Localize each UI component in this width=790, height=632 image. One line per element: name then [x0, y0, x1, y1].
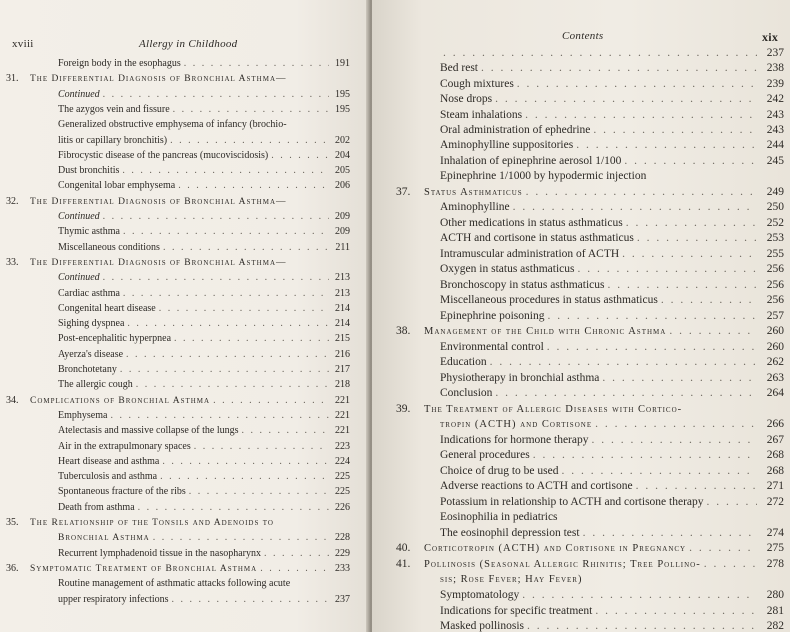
- toc-entry-label: The azygos vein and fissure: [58, 103, 170, 115]
- dot-leader: [517, 77, 757, 91]
- page-number: 211: [335, 241, 350, 253]
- dot-leader: [103, 211, 329, 223]
- dot-leader: [126, 349, 329, 361]
- toc-entry: [440, 92, 784, 106]
- chapter-title: The Differential Diagnosis of Bronchial Asthma—: [30, 257, 287, 268]
- toc-entry-label: Post-encephalitic hyperpnea: [58, 333, 172, 345]
- page-number: 267: [766, 433, 784, 446]
- toc-entry: [440, 262, 784, 276]
- dot-leader: [602, 371, 757, 385]
- toc-entry: [58, 486, 350, 498]
- toc-entry-label: Thymic asthma: [58, 226, 120, 238]
- toc-entry: [440, 588, 784, 602]
- page-number: 215: [335, 333, 350, 345]
- toc-entry-label: Bronchial Asthma: [58, 533, 150, 544]
- toc-entry: [58, 410, 350, 422]
- chapter-title: The Treatment of Allergic Diseases with Cortico-: [424, 403, 683, 415]
- toc-entry: [440, 340, 784, 354]
- page-number: 244: [766, 139, 784, 152]
- toc-entry: [440, 619, 784, 632]
- page-number: 282: [766, 620, 784, 632]
- dot-leader: [637, 231, 757, 245]
- toc-entry-label: Ayerza's disease: [58, 348, 124, 360]
- dot-leader: [242, 425, 329, 437]
- dot-leader: [174, 333, 329, 345]
- page-number: 223: [335, 440, 350, 452]
- chapter-number: 38.: [396, 325, 411, 337]
- toc-entry: [440, 231, 784, 245]
- page-number: 205: [335, 165, 350, 177]
- dot-leader: [194, 441, 329, 453]
- page-number: 237: [766, 47, 784, 59]
- toc-entry: [440, 46, 784, 60]
- toc-entry-label: Physiotherapy in bronchial asthma: [440, 371, 600, 384]
- left-page: [0, 0, 370, 632]
- toc-entry: [58, 288, 350, 300]
- dot-leader: [527, 619, 757, 632]
- dot-leader: [138, 502, 329, 514]
- toc-entry: [440, 200, 784, 214]
- dot-leader: [103, 89, 329, 101]
- toc-entry-label: Tuberculosis and asthma: [58, 471, 158, 483]
- toc-entry-label: Heart disease and asthma: [58, 455, 160, 467]
- chapter-number: 33.: [6, 256, 19, 268]
- toc-entry: [58, 471, 350, 483]
- page-number: 204: [335, 149, 350, 161]
- dot-leader: [576, 138, 757, 152]
- dot-leader: [595, 417, 757, 431]
- toc-entry: [58, 548, 350, 560]
- toc-entry: [58, 135, 350, 147]
- dot-leader: [583, 526, 757, 540]
- toc-entry: [440, 123, 784, 137]
- dot-leader: [526, 185, 757, 199]
- dot-leader: [264, 548, 329, 560]
- dot-leader: [103, 272, 329, 284]
- toc-entry: [58, 594, 350, 606]
- toc-entry: [396, 402, 784, 417]
- chapter-number: 37.: [396, 185, 411, 198]
- toc-entry-label: Conclusion: [440, 387, 493, 399]
- page-number: 260: [766, 340, 784, 353]
- dot-leader: [189, 486, 329, 498]
- page-number: 268: [766, 464, 784, 477]
- chapter-title: The Differential Diagnosis of Bronchial Asthma—: [30, 196, 287, 207]
- page-number: 218: [335, 379, 350, 391]
- toc-entry-label: Bed rest: [440, 62, 479, 75]
- page-number: 262: [766, 356, 784, 368]
- page-number: 264: [766, 387, 784, 399]
- chapter-number: 31.: [6, 73, 19, 85]
- toc-entry: [440, 138, 784, 152]
- dot-leader: [595, 604, 757, 618]
- dot-leader: [123, 226, 329, 238]
- toc-entry-label: Other medications in status asthmaticus: [440, 216, 623, 229]
- dot-leader: [689, 541, 757, 555]
- dot-leader: [271, 150, 329, 162]
- dot-leader: [704, 557, 757, 571]
- toc-entry: [440, 77, 784, 91]
- toc-entry: [58, 89, 350, 101]
- dot-leader: [481, 61, 757, 75]
- toc-entry-label: Steam inhalations: [440, 108, 523, 121]
- toc-entry-label: General procedures: [440, 449, 530, 462]
- toc-entry: [440, 386, 784, 400]
- page-number: 242: [766, 93, 784, 106]
- toc-entry-label: Death from asthma: [58, 501, 135, 513]
- toc-entry: [58, 333, 350, 345]
- toc-entry: [58, 104, 350, 116]
- toc-entry: [6, 562, 350, 575]
- chapter-title: The Differential Diagnosis of Bronchial Asthma—: [30, 74, 287, 85]
- toc-entry: [58, 58, 350, 70]
- toc-entry: [58, 119, 350, 131]
- page-number: 239: [766, 77, 784, 90]
- toc-entry-label: Oral administration of ephedrine: [440, 124, 591, 137]
- dot-leader: [669, 324, 757, 338]
- toc-entry: [396, 185, 784, 200]
- chapter-number: 41.: [396, 557, 411, 570]
- toc-entry: [58, 379, 350, 391]
- toc-entry-label: Adverse reactions to ACTH and cortisone: [440, 480, 633, 493]
- dot-leader: [120, 364, 329, 376]
- page-number: 281: [766, 604, 784, 617]
- dot-leader: [522, 588, 757, 602]
- toc-entry: [58, 242, 350, 254]
- dot-leader: [533, 448, 757, 462]
- toc-entry-label: Cardiac asthma: [58, 287, 120, 299]
- chapter-number: 35.: [6, 517, 19, 528]
- page-number: 225: [335, 471, 350, 483]
- toc-entry: [58, 226, 350, 238]
- dot-leader: [159, 303, 329, 315]
- dot-leader: [163, 242, 329, 254]
- dot-leader: [127, 318, 329, 330]
- dot-leader: [136, 379, 329, 391]
- page-number: 216: [335, 348, 350, 360]
- dot-leader: [153, 532, 329, 544]
- toc-entry: [58, 165, 350, 177]
- page-number: 209: [335, 226, 350, 238]
- toc-entry: [58, 272, 350, 284]
- toc-entry: [440, 309, 784, 323]
- toc-entry: [6, 195, 350, 208]
- page-number: 195: [335, 103, 350, 115]
- page-number: 266: [766, 418, 784, 431]
- page-number: 272: [766, 495, 784, 508]
- toc-entry: [58, 150, 350, 162]
- chapter-title: Complications of Bronchial Asthma: [30, 395, 211, 406]
- page-number: 228: [335, 532, 350, 544]
- page-number: 221: [335, 394, 350, 406]
- page-number: 275: [766, 542, 784, 555]
- toc-entry: [440, 154, 784, 168]
- page-number: 202: [335, 134, 350, 146]
- toc-entry-label: Indications for specific treatment: [440, 604, 593, 617]
- page-number: 209: [335, 211, 350, 222]
- toc-entry-label: Education: [440, 356, 487, 368]
- page-number: 250: [766, 201, 784, 214]
- toc-entry: [58, 441, 350, 453]
- chapter-number: 32.: [6, 195, 19, 207]
- toc-entry-label: upper respiratory infections: [58, 593, 169, 605]
- dot-leader: [562, 464, 758, 478]
- page-number: 252: [766, 216, 784, 229]
- dot-leader: [608, 278, 758, 292]
- toc-entry: [58, 318, 350, 330]
- toc-entry: [58, 425, 350, 437]
- dot-leader: [513, 200, 757, 214]
- page-number: 260: [766, 325, 784, 337]
- toc-entry: [440, 433, 784, 447]
- toc-entry: [396, 324, 784, 339]
- dot-leader: [172, 594, 329, 606]
- page-number: 268: [766, 449, 784, 462]
- toc-entry: [440, 495, 784, 509]
- page-number: 224: [335, 455, 350, 467]
- toc-entry-label: Atelectasis and massive collapse of the lungs: [58, 425, 239, 437]
- page-number: 221: [335, 409, 350, 421]
- toc-entry-label: Recurrent lymphadenoid tissue in the nasopharynx: [58, 547, 262, 559]
- page-number: 214: [335, 318, 350, 330]
- chapter-title: Pollinosis (Seasonal Allergic Rhinitis; Tree Pollino-: [424, 558, 701, 570]
- toc-entry: [440, 417, 784, 432]
- toc-entry-label: Bronchotetany: [58, 364, 117, 375]
- dot-leader: [495, 92, 757, 106]
- chapter-title: Symptomatic Treatment of Bronchial Asthma: [30, 563, 258, 574]
- toc-entry-label: The eosinophil depression test: [440, 526, 580, 539]
- toc-entry: [440, 604, 784, 618]
- toc-entry-label: Continued: [58, 211, 100, 222]
- toc-entry-label: Epinephrine 1/1000 by hypodermic injection: [440, 170, 647, 183]
- page-number: 271: [766, 480, 784, 493]
- page-number: 249: [766, 185, 784, 198]
- toc-entry-label: Epinephrine poisoning: [440, 309, 545, 322]
- toc-entry-label: Bronchoscopy in status asthmaticus: [440, 278, 605, 291]
- page-number: 229: [335, 547, 350, 559]
- toc-entry: [440, 448, 784, 462]
- right-running-head: [562, 30, 782, 42]
- page-number: 256: [766, 263, 784, 276]
- page-number: 195: [335, 88, 350, 100]
- chapter-title: Management of the Child with Chronic Asthma: [424, 326, 667, 337]
- toc-entry-label: Inhalation of epinephrine aerosol 1/100: [440, 154, 622, 167]
- toc-entry: [440, 464, 784, 478]
- page-number: 245: [766, 154, 784, 167]
- toc-entry-label: Aminophylline: [440, 201, 510, 214]
- dot-leader: [173, 104, 329, 116]
- dot-leader: [593, 123, 757, 137]
- toc-entry-label: Spontaneous fracture of the ribs: [58, 486, 186, 498]
- toc-entry-label: tropin (ACTH) and Cortisone: [440, 419, 593, 431]
- toc-entry-label: Miscellaneous conditions: [58, 241, 160, 253]
- chapter-number: 34.: [6, 394, 19, 406]
- toc-entry-label: Potassium in relationship to ACTH and cortisone therapy: [440, 495, 704, 508]
- toc-entry-label: Oxygen in status asthmaticus: [440, 263, 575, 276]
- toc-entry: [58, 211, 350, 223]
- right-folio: xix: [762, 30, 779, 44]
- dot-leader: [162, 456, 329, 468]
- toc-entry: [440, 371, 784, 385]
- dot-leader: [547, 309, 757, 323]
- dot-leader: [624, 154, 757, 168]
- page-number: 257: [766, 309, 784, 322]
- toc-entry: [440, 108, 784, 122]
- toc-entry-label: Emphysema: [58, 409, 108, 421]
- chapter-number: 36.: [6, 562, 19, 574]
- page-number: 221: [335, 425, 350, 437]
- dot-leader: [525, 108, 757, 122]
- page-number: 278: [766, 557, 784, 570]
- toc-entry-label: Symptomatology: [440, 589, 520, 602]
- toc-entry: [440, 169, 784, 183]
- dot-leader: [577, 262, 757, 276]
- toc-entry-label: Congenital lobar emphysema: [58, 180, 176, 192]
- toc-entry-label: Fibrocystic disease of the pancreas (mucoviscidosis): [58, 149, 269, 161]
- right-page: [372, 0, 790, 632]
- toc-entry: [396, 541, 784, 556]
- toc-entry-label: The allergic cough: [58, 379, 133, 391]
- page-number: 213: [335, 287, 350, 299]
- toc-entry: [440, 479, 784, 493]
- toc-entry-label: Dust bronchitis: [58, 165, 120, 177]
- dot-leader: [547, 340, 757, 354]
- toc-entry-label: Sighing dyspnea: [58, 318, 125, 330]
- toc-entry-label: sis; Rose Fever; Hay Fever): [440, 574, 583, 586]
- toc-entry-label: Miscellaneous procedures in status asthmaticus: [440, 294, 658, 307]
- toc-entry: [58, 303, 350, 315]
- toc-entry-label: Environmental control: [440, 340, 544, 353]
- toc-entry: [440, 247, 784, 261]
- page-number: 237: [335, 593, 350, 605]
- toc-entry: [440, 526, 784, 540]
- dot-leader: [707, 495, 757, 509]
- toc-entry: [440, 61, 784, 75]
- dot-leader: [490, 355, 757, 369]
- left-running-title: Allergy in Childhood: [139, 38, 238, 50]
- toc-entry-label: ACTH and cortisone in status asthmaticus: [440, 232, 634, 245]
- chapter-title: Corticotropin (ACTH) and Cortisone in Pregnancy: [424, 543, 687, 555]
- page-number: 225: [335, 486, 350, 498]
- toc-entry: [58, 578, 350, 590]
- toc-entry-label: Generalized obstructive emphysema of infancy (brochio-: [58, 119, 287, 131]
- dot-leader: [178, 180, 329, 192]
- chapter-title: The Relationship of the Tonsils and Adenoids to: [30, 518, 274, 528]
- page-number: 233: [335, 562, 350, 574]
- toc-entry: [6, 73, 350, 85]
- toc-entry-label: Continued: [58, 272, 100, 284]
- toc-entry: [440, 293, 784, 307]
- dot-leader: [123, 288, 329, 300]
- chapter-title: Status Asthmaticus: [424, 186, 523, 198]
- dot-leader: [170, 135, 329, 147]
- dot-leader: [260, 563, 329, 575]
- page-number: 226: [335, 501, 350, 513]
- dot-leader: [592, 433, 758, 447]
- page-number: 255: [766, 247, 784, 260]
- page-number: 217: [335, 364, 350, 375]
- page-number: 256: [766, 278, 784, 291]
- toc-entry-label: Eosinophilia in pediatrics: [440, 511, 558, 524]
- page-number: 256: [766, 294, 784, 307]
- left-running-head: [12, 38, 357, 50]
- toc-entry: [6, 394, 350, 407]
- dot-leader: [622, 247, 757, 261]
- chapter-number: 40.: [396, 542, 411, 555]
- dot-leader: [626, 216, 757, 230]
- toc-entry: [440, 510, 784, 524]
- toc-entry: [58, 349, 350, 361]
- toc-entry-label: Foreign body in the esophagus: [58, 58, 181, 69]
- dot-leader: [110, 410, 329, 422]
- toc-entry: [440, 355, 784, 369]
- toc-entry-label: Intramuscular administration of ACTH: [440, 247, 620, 260]
- page-number: 243: [766, 124, 784, 137]
- toc-entry: [396, 557, 784, 572]
- toc-entry: [6, 256, 350, 269]
- left-folio: xviii: [12, 38, 34, 50]
- page-number: 238: [766, 62, 784, 75]
- toc-entry-label: Congenital heart disease: [58, 302, 156, 314]
- page-number: 206: [335, 180, 350, 192]
- toc-entry-label: litis or capillary bronchitis): [58, 134, 168, 146]
- dot-leader: [661, 293, 757, 307]
- page-number: 191: [335, 58, 350, 69]
- dot-leader: [160, 471, 329, 483]
- toc-entry-label: Choice of drug to be used: [440, 464, 559, 477]
- page-number: 280: [766, 589, 784, 602]
- toc-entry: [440, 216, 784, 230]
- toc-entry-label: Air in the extrapulmonary spaces: [58, 440, 191, 452]
- toc-entry-label: Indications for hormone therapy: [440, 433, 589, 446]
- dot-leader: [495, 386, 757, 400]
- toc-entry: [440, 572, 784, 587]
- toc-entry: [58, 456, 350, 468]
- page-number: 263: [766, 371, 784, 384]
- page-number: 214: [335, 302, 350, 314]
- dot-leader: [443, 46, 757, 60]
- toc-entry: [6, 517, 350, 529]
- page-number: 253: [766, 232, 784, 245]
- dot-leader: [122, 165, 329, 177]
- dot-leader: [213, 395, 329, 407]
- toc-entry-label: Cough mixtures: [440, 77, 514, 90]
- toc-entry: [58, 180, 350, 192]
- page-number: 243: [766, 108, 784, 121]
- chapter-number: 39.: [396, 402, 411, 415]
- toc-entry: [58, 502, 350, 514]
- toc-entry-label: Routine management of asthmatic attacks following acute: [58, 578, 291, 590]
- toc-entry-label: Aminophylline suppositories: [440, 139, 574, 152]
- toc-entry-label: Nose drops: [440, 93, 493, 106]
- toc-entry-label: Continued: [58, 88, 100, 100]
- toc-entry: [440, 278, 784, 292]
- toc-entry: [58, 532, 350, 544]
- page-number: 274: [766, 526, 784, 539]
- dot-leader: [636, 479, 757, 493]
- page-number: 213: [335, 272, 350, 284]
- right-running-title: Contents: [562, 30, 604, 42]
- toc-entry-label: Masked pollinosis: [440, 620, 525, 632]
- dot-leader: [184, 58, 329, 70]
- toc-entry: [58, 364, 350, 376]
